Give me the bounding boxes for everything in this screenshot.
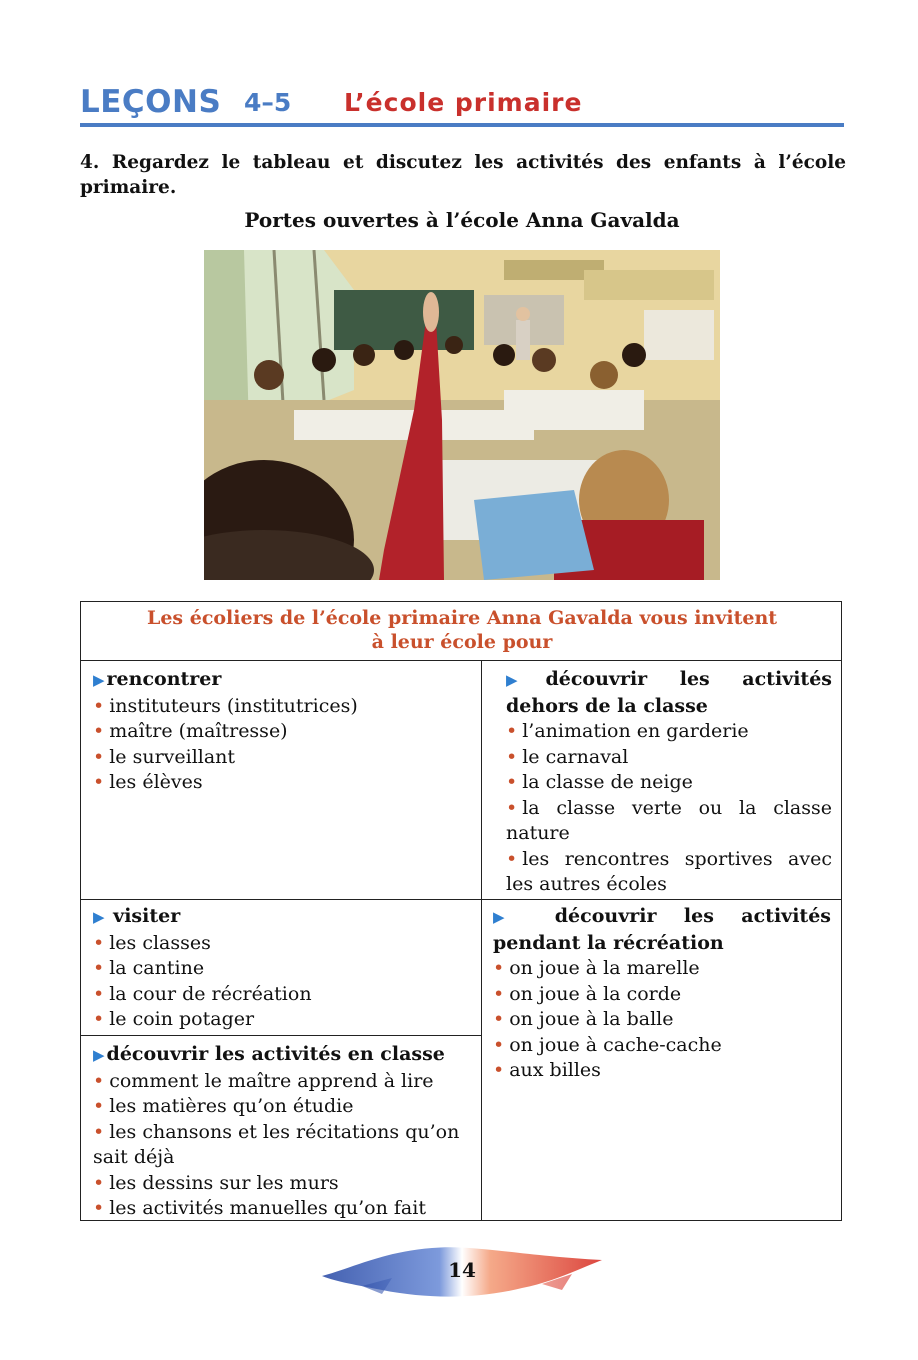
list-item: • comment le maître apprend à lire	[93, 1069, 434, 1092]
bullet-icon: •	[93, 1069, 105, 1092]
bullet-icon: •	[93, 1171, 105, 1194]
list-item: • on joue à cache-cache	[493, 1033, 722, 1056]
cell-dehors	[506, 667, 832, 898]
triangle-bullet-icon: ▶	[493, 908, 526, 926]
list-item: • la classe de neige	[506, 771, 693, 793]
bullet-icon: •	[93, 694, 105, 717]
table-divider	[81, 660, 841, 661]
bullet-icon: •	[93, 1197, 105, 1219]
page-footer	[322, 1238, 602, 1314]
list-item: • les activités manuelles qu’on fait	[93, 1197, 426, 1219]
bullet-icon: •	[493, 982, 505, 1005]
list-item: • les élèves	[93, 771, 203, 793]
bullet-icon: •	[93, 1095, 105, 1117]
bullet-icon: •	[506, 796, 518, 819]
table-divider	[81, 1035, 481, 1036]
triangle-bullet-icon: ▶	[93, 671, 105, 689]
list-item: • on joue à la balle	[493, 1008, 674, 1030]
list-item: • maître (maîtresse)	[93, 720, 288, 742]
list-item: • le carnaval	[506, 745, 629, 768]
cell-visiter	[93, 904, 473, 1033]
triangle-bullet-icon: ▶	[93, 1046, 105, 1064]
list-item: • les classes	[93, 931, 211, 954]
list-item: • la cantine	[93, 957, 205, 979]
triangle-bullet-icon: ▶	[93, 908, 105, 926]
bullet-icon: •	[493, 1033, 505, 1056]
list-item: • instituteurs (institutrices)	[93, 694, 358, 717]
table-heading-line-2: à leur école pour	[371, 631, 553, 653]
exercise-instruction	[80, 150, 846, 200]
exercise-text: Regardez le tableau et discutez les activités des enfants à l’école primaire.	[80, 152, 846, 198]
cell-heading: ▶ découvrir les activités dehors de la classe	[506, 668, 832, 717]
activities-table	[80, 601, 842, 1221]
list-item: • on joue à la marelle	[493, 957, 700, 979]
bullet-icon: •	[93, 931, 105, 954]
photo-caption: Portes ouvertes à l’école Anna Gavalda	[244, 208, 680, 232]
bullet-icon: •	[493, 957, 505, 979]
list-item: • les dessins sur les murs	[93, 1171, 339, 1194]
exercise-number: 4.	[80, 152, 100, 173]
list-item: • le surveillant	[93, 745, 236, 768]
page-number: 14	[448, 1258, 476, 1282]
table-divider	[81, 899, 841, 900]
list-item: • aux billes	[493, 1059, 601, 1081]
bullet-icon: •	[93, 1008, 105, 1030]
bullet-icon: •	[93, 720, 105, 742]
list-item: • la cour de récréation	[93, 982, 312, 1005]
bullet-icon: •	[93, 745, 105, 768]
cell-heading: ▶ découvrir les activités en classe	[93, 1043, 445, 1065]
list-item: • l’animation en garderie	[506, 720, 749, 742]
lesson-title: L’école primaire	[344, 88, 583, 117]
list-item: • la classe verte ou la classe nature	[506, 796, 832, 844]
cell-en-classe	[93, 1042, 473, 1222]
bullet-icon: •	[93, 1120, 105, 1143]
table-heading	[81, 606, 843, 654]
lesson-header	[80, 80, 844, 126]
bullet-icon: •	[93, 957, 105, 979]
bullet-icon: •	[506, 745, 518, 768]
lessons-label: LEÇONS	[80, 84, 222, 120]
header-divider	[80, 123, 844, 127]
list-item: • les rencontres sportives avec les autres écoles	[506, 847, 832, 895]
list-item: • le coin potager	[93, 1008, 255, 1030]
bullet-icon: •	[506, 720, 518, 742]
list-item: • les chansons et les récitations qu’on sait déjà	[93, 1120, 460, 1168]
cell-rencontrer	[93, 667, 473, 796]
list-item: • les matières qu’on étudie	[93, 1095, 354, 1117]
bullet-icon: •	[93, 982, 105, 1005]
triangle-bullet-icon: ▶	[506, 671, 544, 689]
cell-heading: ▶ visiter	[93, 905, 181, 927]
bullet-icon: •	[493, 1008, 505, 1030]
table-heading-line-1: Les écoliers de l’école primaire Anna Gavalda vous invitent	[146, 607, 778, 629]
list-item: • on joue à la corde	[493, 982, 682, 1005]
bullet-icon: •	[506, 771, 518, 793]
table-divider	[481, 660, 482, 1220]
bullet-icon: •	[93, 771, 105, 793]
bullet-icon: •	[506, 847, 518, 870]
bullet-icon: •	[493, 1059, 505, 1081]
classroom-photo	[204, 250, 720, 580]
cell-recreation	[493, 904, 831, 1084]
cell-heading: ▶ rencontrer	[93, 668, 222, 690]
cell-heading: ▶ découvrir les activités pendant la récréation	[493, 905, 831, 954]
lesson-numbers: 4–5	[244, 88, 292, 117]
